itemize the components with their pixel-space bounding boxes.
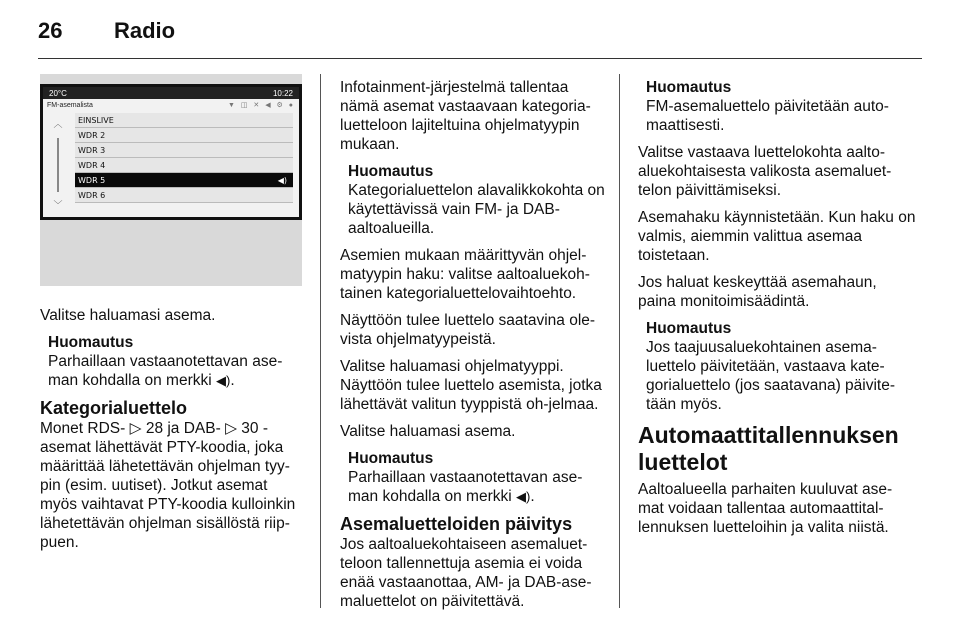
note-title: Huomautus (348, 450, 434, 467)
heading-category-list: Kategorialuettelo (40, 398, 188, 418)
note-text: Kategorialuettelon alavalikkokohta on käytettävissä vain FM- ja DAB-aaltoalueilla. (348, 182, 605, 237)
clock: 10:22 (272, 88, 293, 98)
text: asemat lähettävät PTY-koodia, joka määrittää lähetettävän ohjelman tyy-pin (esim. uutiset). Jotkut asemat myös vaihtavat PTY-koodia kulloinkin lähetettävän ohjelman sisällöstä riip-puen. (40, 439, 296, 551)
note (40, 333, 302, 390)
note-text-body: Parhaillaan vastaanotettavan ase-man kohdalla on merkki (48, 353, 283, 389)
scrollbar[interactable] (51, 115, 65, 211)
station-list-item[interactable] (75, 173, 293, 188)
note-text (348, 468, 608, 506)
note-text-body: Parhaillaan vastaanotettavan ase-man kohdalla on merkki (348, 469, 583, 505)
paragraph: Valitse haluamasi asema. (40, 307, 216, 324)
station-list-item[interactable] (75, 113, 293, 128)
note (340, 162, 608, 238)
screenshot-frame (40, 74, 302, 286)
chevron-up-icon[interactable]: ︿ (53, 119, 63, 129)
column-divider (320, 74, 321, 608)
station-list-item[interactable] (75, 143, 293, 158)
station-list-item[interactable] (75, 158, 293, 173)
station-list-item[interactable] (75, 188, 293, 203)
station-name: WDR 6 (78, 191, 106, 200)
chevron-down-icon[interactable]: ﹀ (53, 200, 63, 210)
note-text-end: . (530, 488, 535, 505)
station-name: EINSLIVE (78, 116, 114, 125)
paragraph (40, 419, 302, 552)
infotainment-screen (40, 84, 302, 220)
station-name: WDR 4 (78, 161, 106, 170)
paragraph: Infotainment-järjestelmä tallentaa nämä asemat vastaavaan kategoria-luetteloon lajiteltuina ohjelmatyypin mukaan. (340, 79, 591, 153)
column-1 (40, 74, 302, 560)
note-title: Huomautus (646, 320, 732, 337)
column-divider (619, 74, 620, 608)
station-list (75, 113, 293, 203)
paragraph: Aaltoalueella parhaiten kuuluvat ase-mat voidaan tallentaa automaattital-lennuksen luetteloihin ja valita niistä. (638, 481, 893, 536)
note-text: Jos taajuusaluekohtainen asema-luettelo päivitetään, vastaava kate-gorialuettelo (jos saatavana) päivite-tään myös. (646, 339, 895, 413)
note (638, 78, 918, 135)
status-icons: ▼ ◫ ✕ ◀ ⚙ ● (227, 101, 295, 109)
page-ref-link[interactable]: ▷ 28 ja DAB- (129, 420, 226, 437)
column-3 (638, 78, 918, 545)
speaker-icon: ◀) (516, 489, 531, 504)
note-title: Huomautus (646, 79, 732, 96)
note-text: FM-asemaluettelo päivitetään auto-maattisesti. (646, 98, 889, 134)
header-rule (38, 58, 922, 59)
screen-body (43, 99, 299, 217)
paragraph: Valitse haluamasi asema. (340, 423, 516, 440)
paragraph: Valitse vastaava luettelokohta aalto-aluekohtaisesta valikosta asemaluet-telon päivittämiseksi. (638, 144, 892, 199)
speaker-icon: ◀) (277, 176, 287, 185)
column-2 (340, 78, 608, 619)
note-text (48, 352, 302, 390)
note-text-end: . (230, 372, 235, 389)
paragraph: Jos haluat keskeyttää asemahaun, paina monitoimisäädintä. (638, 274, 877, 310)
station-list-item[interactable] (75, 128, 293, 143)
paragraph: Asemien mukaan määrittyvän ohjel-matyypin haku: valitse aaltoaluekoh-tainen kategorialuettelovaihtoehto. (340, 247, 590, 302)
scroll-track[interactable] (57, 138, 59, 192)
note (340, 449, 608, 506)
heading-autostore-lists: Automaattitallennuksen luettelot (638, 422, 899, 475)
paragraph: Näyttöön tulee luettelo saatavina ole-vista ohjelmatyypeistä. (340, 312, 596, 348)
page-number: 26 (38, 18, 63, 43)
speaker-icon: ◀) (216, 373, 231, 388)
note (638, 319, 918, 414)
page-header (38, 18, 175, 44)
paragraph: Jos aaltoaluekohtaiseen asemaluet-teloon tallennettuja asemia ei voida enää vastaanottaa, AM- ja DAB-ase-maluettelot on päivitettävä. (340, 536, 592, 610)
paragraph: Asemahaku käynnistetään. Kun haku on valmis, aiemmin valittua asemaa toistetaan. (638, 209, 916, 264)
page-ref-link[interactable]: ▷ 30 - (225, 420, 269, 437)
note-title: Huomautus (348, 163, 434, 180)
temperature: 20°C (49, 88, 67, 98)
paragraph: Valitse haluamasi ohjelmatyyppi. Näyttöön tulee luettelo asemista, jotka lähettävät valitun tyyppistä oh-jelmaa. (340, 358, 602, 413)
station-name: WDR 2 (78, 131, 106, 140)
text: Monet RDS- (40, 420, 130, 437)
heading-list-update: Asemaluetteloiden päivitys (340, 514, 573, 534)
list-header (43, 99, 299, 111)
station-name: WDR 5 (78, 176, 106, 185)
station-name: WDR 3 (78, 146, 106, 155)
list-title: FM-asemalista (47, 101, 93, 109)
section-title: Radio (114, 18, 176, 43)
note-title: Huomautus (48, 334, 134, 351)
